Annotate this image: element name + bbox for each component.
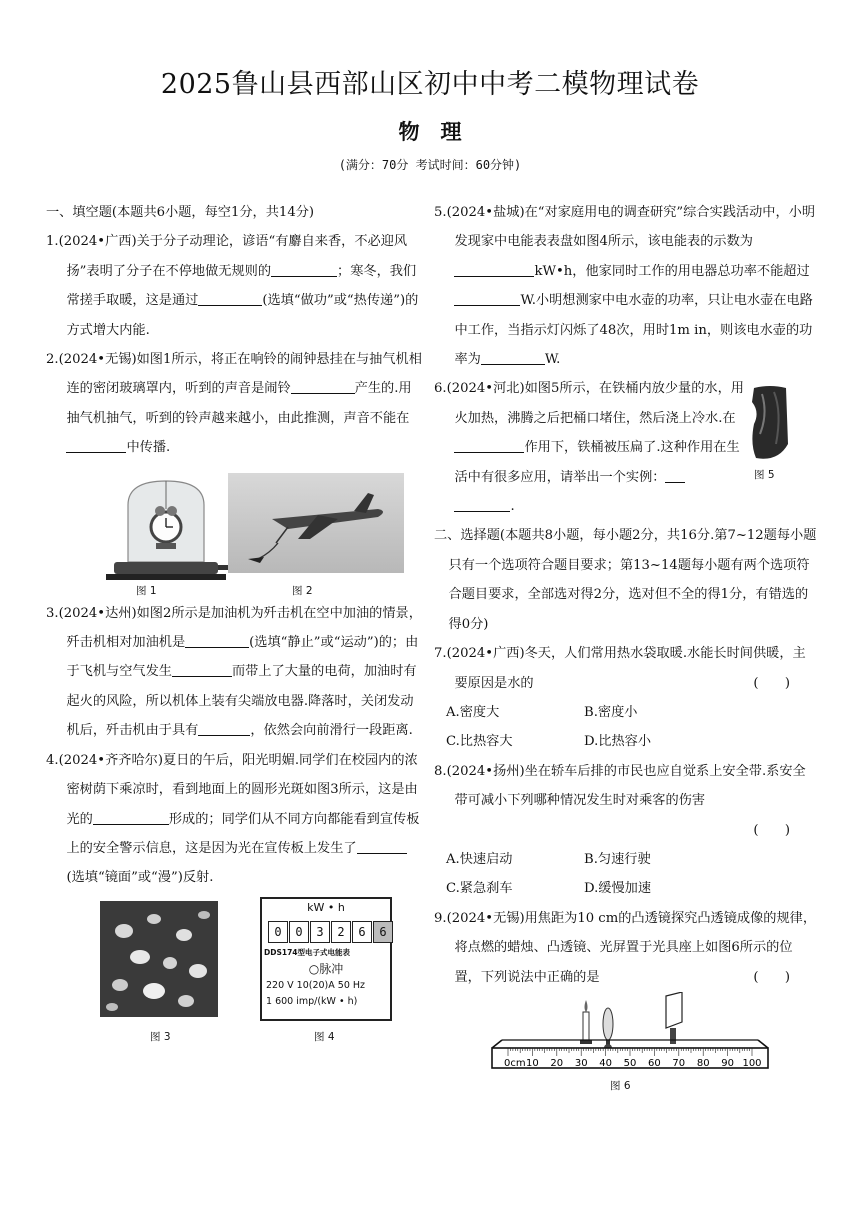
option-d[interactable]: D.比热容小 xyxy=(584,734,652,750)
answer-paren[interactable]: ( ) xyxy=(753,675,790,691)
meter-digit: 6 xyxy=(373,921,393,943)
aircraft-refueling-figure xyxy=(228,473,404,573)
answer-blank[interactable] xyxy=(454,289,520,306)
question-7-options-row2 xyxy=(434,727,818,756)
question-6-block xyxy=(434,374,818,521)
question-5: 5.(2024•盐城)在“对家庭用电的调查研究”综合实践活动中，小明发现家中电能表表盘如图4所示，该电能表的示数为kW•h，他家同时工作的用电器总功率不能超过W.小明想测家中电水壶的功率，只让电水壶在电路中工作，当指示灯闪烁了48次，用时1m in，则该电水壶的功率为 W. xyxy=(434,205,816,368)
meter-digit: 6 xyxy=(352,921,372,943)
ruler-tick-label: 40 xyxy=(599,1057,612,1069)
ruler-tick-label: 20 xyxy=(550,1057,564,1069)
right-column xyxy=(434,198,818,1092)
meter-digit: 3 xyxy=(310,921,330,943)
question-6: 6.(2024•河北)如图5所示，在铁桶内放少量的水，用火加热，沸腾之后把桶口堵住，然后浇上冷水.在作用下，铁桶被压扁了.这种作用在生活中有很多应用，请举出一个实例： . xyxy=(434,381,744,515)
meter-pulse: ○脉冲 xyxy=(308,961,344,976)
ruler-tick-label: 10 xyxy=(526,1057,539,1069)
answer-blank[interactable] xyxy=(93,808,169,825)
answer-blank[interactable] xyxy=(454,495,510,512)
question-8-options-row2 xyxy=(434,874,818,903)
answer-blank[interactable] xyxy=(172,660,232,677)
question-8: 8.(2024•扬州)坐在轿车后排的市民也应自觉系上安全带.系安全带可减小下列哪种情况发生时对乘客的伤害 xyxy=(434,763,806,809)
answer-blank[interactable] xyxy=(357,837,407,854)
answer-blank[interactable] xyxy=(665,466,685,483)
electric-meter-figure xyxy=(260,897,392,1021)
optical-bench-figure xyxy=(490,992,770,1072)
exam-title: 2025鲁山县西部山区初中中考二模物理试卷 xyxy=(160,69,700,100)
ruler-tick-label: 70 xyxy=(672,1057,686,1069)
meter-digits xyxy=(268,921,394,943)
subject-heading: 物 理 xyxy=(398,120,462,144)
option-a[interactable]: A.快速启动 xyxy=(446,851,513,867)
option-a[interactable]: A.密度大 xyxy=(446,704,500,720)
question-7: 7.(2024•广西)冬天，人们常用热水袋取暖.水能长时间供暖，主要原因是水的 ( ) xyxy=(434,639,818,698)
figure-5-caption: 图 5 xyxy=(754,469,775,482)
meter-digit: 0 xyxy=(268,921,288,943)
convex-lens xyxy=(603,1008,613,1052)
question-3: 3.(2024•达州)如图2所示是加油机为歼击机在空中加油的情景，歼击机相对加油机是 (选填“静止”或“运动”)的；由于飞机与空气发生 而带上了大量的电荷，加油时有起火的风险，所以机体上装有尖端放电器.降落时，关闭发动机后，歼击机由于具有 ，依然会向前滑行一段距离. xyxy=(46,605,422,739)
ruler-tick-label: 60 xyxy=(648,1057,661,1069)
answer-blank[interactable] xyxy=(271,260,337,277)
bell-jar-figure xyxy=(98,467,234,585)
question-9: 9.(2024•无锡)用焦距为10 cm的凸透镜探究凸透镜成像的规律，将点燃的蜡烛、凸透镜、光屏置于光具座上如图6所示的位置，下列说法中正确的是 ( ) xyxy=(434,904,818,992)
figure-6-block xyxy=(434,992,818,1092)
section1-heading: 一、填空题(本题共6小题，每空1分，共14分) xyxy=(46,205,315,220)
meter-model: DDS174型电子式电能表 xyxy=(264,947,351,957)
option-c[interactable]: C.紧急刹车 xyxy=(446,881,513,897)
meter-digit: 0 xyxy=(289,921,309,943)
figure-2-caption: 图 2 xyxy=(292,584,313,597)
answer-blank[interactable] xyxy=(66,436,126,453)
option-b[interactable]: B.密度小 xyxy=(584,704,638,720)
ruler-tick-label: 0cm xyxy=(504,1057,526,1069)
question-1: 1.(2024•广西)关于分子动理论，谚语“有麝自来香，不必迎风扬”表明了分子在不停地做无规则的 ；寒冬，我们常搓手取暖，这是通过 (选填“做功”或“热传递”)的方式增大内能. xyxy=(46,234,419,338)
option-d[interactable]: D.缓慢加速 xyxy=(584,881,652,897)
answer-blank[interactable] xyxy=(185,631,249,648)
left-column xyxy=(46,198,422,1043)
question-4: 4.(2024•齐齐哈尔)夏日的午后，阳光明媚.同学们在校园内的浓密树荫下乘凉时，看到地面上的圆形光斑如图3所示，这是由光的 形成的；同学们从不同方向都能看到宣传板上的安全警示信息，这是因为光在宣传板上发生了(选填“镜面”或“漫”)反射. xyxy=(46,752,420,886)
question-8-options-row1 xyxy=(434,845,818,874)
figure-3-4-row xyxy=(46,893,422,1043)
option-c[interactable]: C.比热容大 xyxy=(446,734,513,750)
meter-digit: 2 xyxy=(331,921,351,943)
answer-blank[interactable] xyxy=(291,377,355,394)
ruler-tick-label: 100 xyxy=(742,1057,762,1069)
answer-paren[interactable]: ( ) xyxy=(753,969,790,985)
question-7-options-row1 xyxy=(434,698,818,727)
candle xyxy=(580,1000,592,1044)
figure-1-caption: 图 1 xyxy=(136,584,157,597)
figure-6-caption: 图 6 xyxy=(610,1079,631,1092)
figure-1-2-row xyxy=(46,463,422,599)
answer-blank[interactable] xyxy=(481,348,545,365)
answer-blank[interactable] xyxy=(198,719,250,736)
figure-4-caption: 图 4 xyxy=(314,1030,335,1043)
light-spots-figure xyxy=(100,901,218,1017)
crushed-can-figure xyxy=(748,384,792,470)
answer-blank[interactable] xyxy=(454,436,524,453)
answer-blank[interactable] xyxy=(198,289,262,306)
ruler-tick-label: 80 xyxy=(696,1057,710,1069)
option-b[interactable]: B.匀速行驶 xyxy=(584,851,651,867)
ruler-tick-label: 50 xyxy=(623,1057,637,1069)
light-screen xyxy=(666,992,682,1044)
meter-constant: 1 600 imp/(kW • h) xyxy=(266,995,358,1007)
exam-info: (满分：70分 考试时间：60分钟) xyxy=(338,158,522,172)
ruler-tick-label: 90 xyxy=(721,1057,734,1069)
section2-heading: 二、选择题(本题共8小题，每小题2分，共16分.第7~12题每小题只有一个选项符合题目要求；第13~14题每小题有两个选项符合题目要求，全部选对得2分，选对但不全的得1分，有错选的得0分) xyxy=(434,528,817,632)
meter-rating: 220 V 10(20)A 50 Hz xyxy=(266,979,366,991)
answer-paren[interactable]: ( ) xyxy=(753,822,790,838)
figure-3-caption: 图 3 xyxy=(150,1030,171,1043)
ruler-tick-label: 30 xyxy=(574,1057,588,1069)
question-2: 2.(2024•无锡)如图1所示，将正在响铃的闹钟悬挂在与抽气机相连的密闭玻璃罩内，听到的声音是闹铃 产生的.用抽气机抽气，听到的铃声越来越小，由此推测，声音不能在中传播. xyxy=(46,352,422,456)
answer-blank[interactable] xyxy=(454,260,534,277)
meter-unit: kW • h xyxy=(307,900,345,914)
